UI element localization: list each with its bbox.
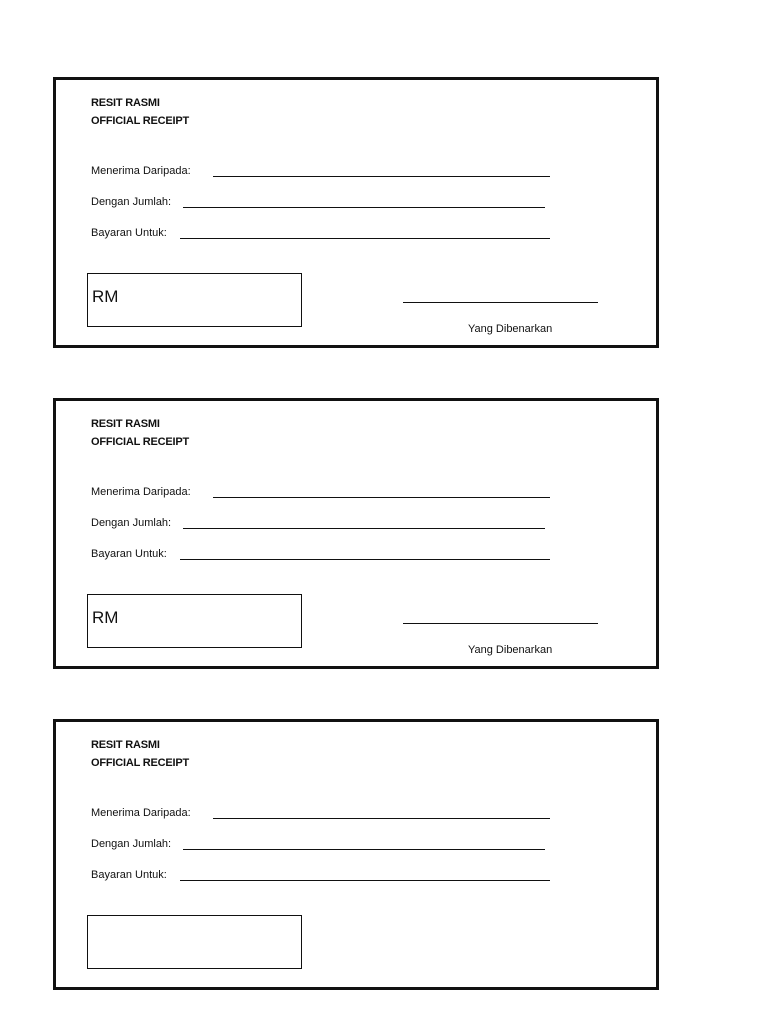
received-from-line[interactable] xyxy=(213,176,550,177)
amount-line[interactable] xyxy=(183,849,545,850)
amount-line[interactable] xyxy=(183,528,545,529)
received-from-line[interactable] xyxy=(213,818,550,819)
receipt-3 xyxy=(53,719,659,990)
receipt-title-english: OFFICIAL RECEIPT xyxy=(91,757,190,769)
receipt-1 xyxy=(53,77,659,348)
payment-for-label: Bayaran Untuk: xyxy=(91,548,167,560)
signature-label: Yang Dibenarkan xyxy=(468,323,553,335)
amount-box[interactable] xyxy=(87,594,302,648)
receipt-2 xyxy=(53,398,659,669)
receipt-title-malay: RESIT RASMI xyxy=(91,418,160,430)
receipt-title-english: OFFICIAL RECEIPT xyxy=(91,436,190,448)
received-from-label: Menerima Daripada: xyxy=(91,807,191,819)
amount-label: Dengan Jumlah: xyxy=(91,196,172,208)
amount-label: Dengan Jumlah: xyxy=(91,517,172,529)
amount-line[interactable] xyxy=(183,207,545,208)
received-from-label: Menerima Daripada: xyxy=(91,165,191,177)
payment-for-line[interactable] xyxy=(180,238,550,239)
payment-for-line[interactable] xyxy=(180,880,550,881)
amount-box[interactable] xyxy=(87,273,302,327)
received-from-line[interactable] xyxy=(213,497,550,498)
receipt-title-malay: RESIT RASMI xyxy=(91,739,160,751)
received-from-label: Menerima Daripada: xyxy=(91,486,191,498)
signature-line[interactable] xyxy=(403,623,598,624)
receipt-title-malay: RESIT RASMI xyxy=(91,97,160,109)
signature-line[interactable] xyxy=(403,302,598,303)
currency-prefix: RM xyxy=(92,287,119,306)
payment-for-line[interactable] xyxy=(180,559,550,560)
amount-box[interactable] xyxy=(87,915,302,969)
receipt-title-english: OFFICIAL RECEIPT xyxy=(91,115,190,127)
payment-for-label: Bayaran Untuk: xyxy=(91,227,167,239)
signature-label: Yang Dibenarkan xyxy=(468,644,553,656)
amount-label: Dengan Jumlah: xyxy=(91,838,172,850)
currency-prefix: RM xyxy=(92,608,119,627)
payment-for-label: Bayaran Untuk: xyxy=(91,869,167,881)
